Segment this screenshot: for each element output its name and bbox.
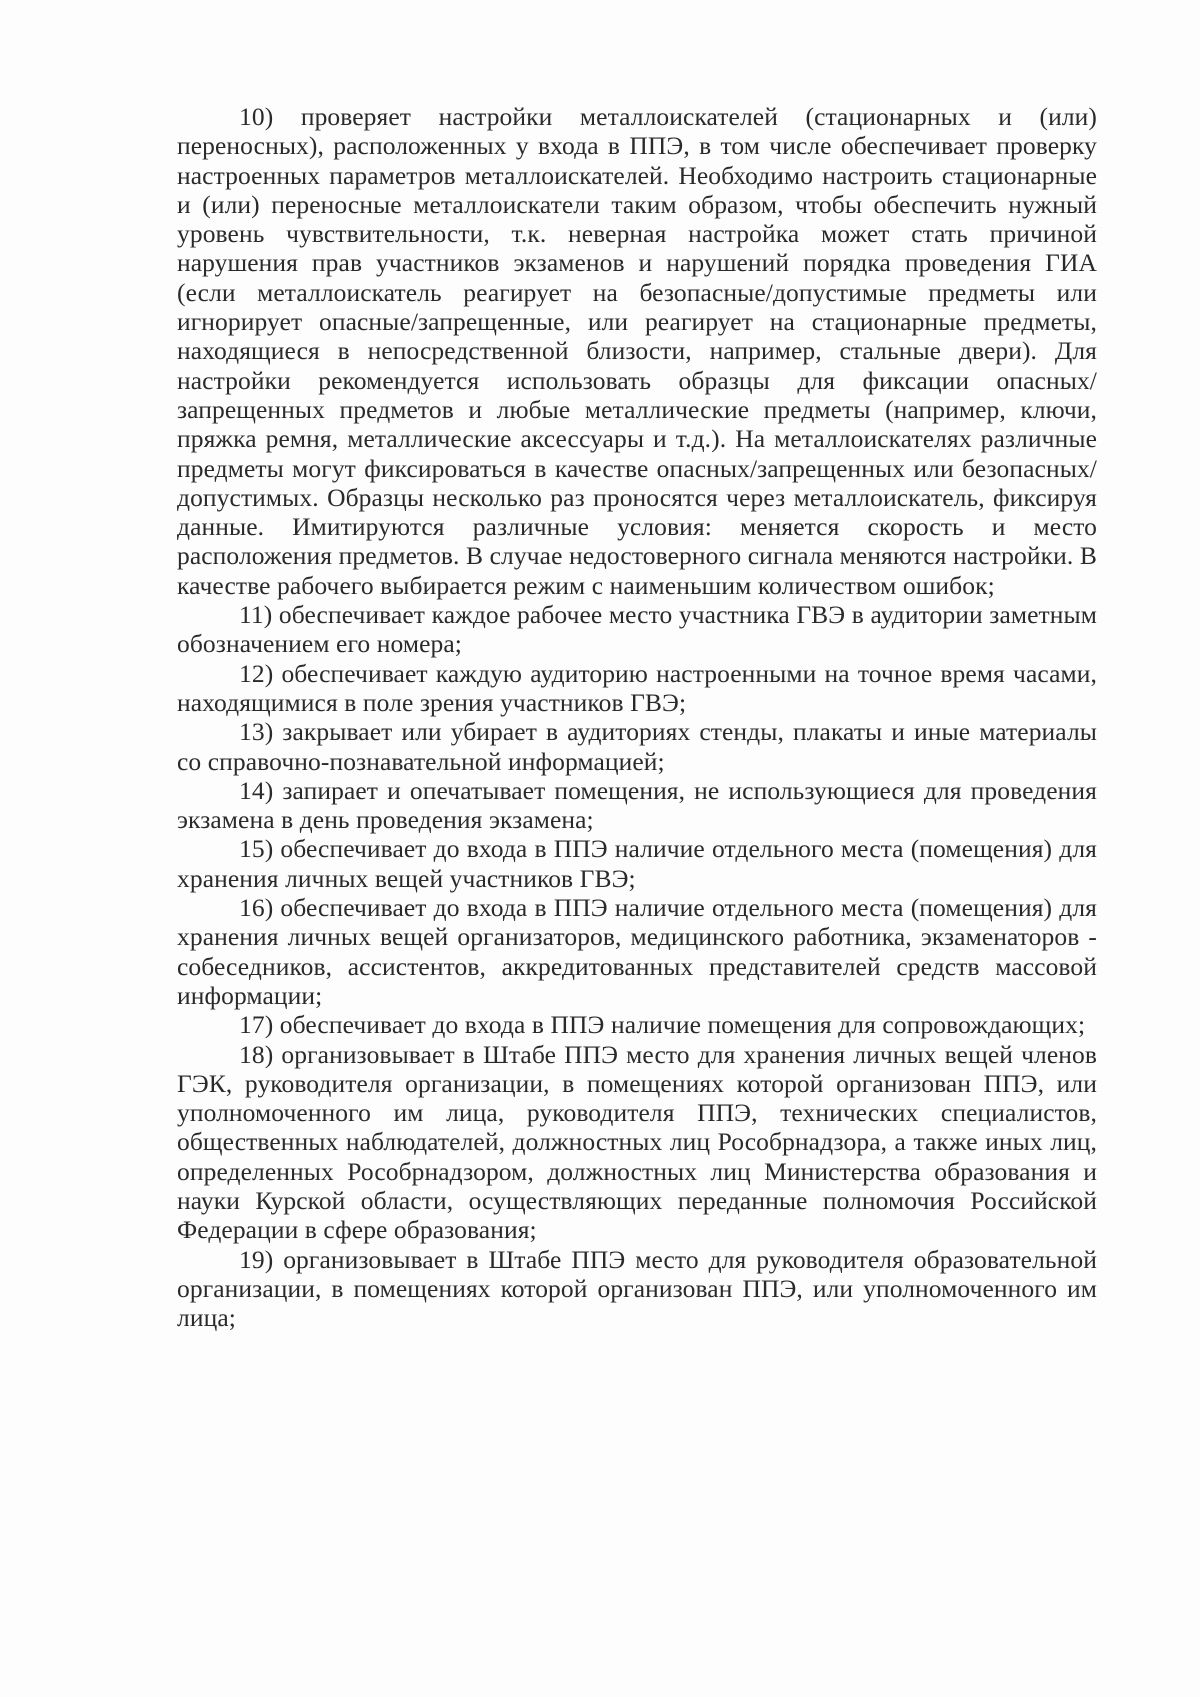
list-item-13: 13) закрывает или убирает в аудиториях стенды, плакаты и иные материалы со справочно-познавательной информацией; bbox=[177, 717, 1097, 776]
list-item-14: 14) запирает и опечатывает помещения, не использующиеся для проведения экзамена в день проведения экзамена; bbox=[177, 775, 1097, 835]
list-item-19: 19) организовывает в Штабе ППЭ место для руководителя образовательной организации, в помещениях которой организован ППЭ, или уполномоченного им лица; bbox=[177, 1244, 1097, 1333]
list-item-11: 11) обеспечивает каждое рабочее место участника ГВЭ в аудитории заметным обозначением его номера; bbox=[177, 600, 1097, 659]
list-item-10: 10) проверяет настройки металлоискателей (стационарных и (или) переносных), расположенных у входа в ППЭ, в том числе обеспечивает проверку настроенных параметров металлоискателей. Необходимо настроить стационарные и (или) переносные металлоискатели таким образом, чтобы обеспечить нужный уровень чувствительности, т.к. неверная настройка может стать причиной нарушения прав участников экзаменов и нарушений порядка проведения ГИА (если металлоискатель реагирует на безопасные/допустимые предметы или игнорирует опасные/запрещенные, или реагирует на стационарные предметы, находящиеся в непосредственной близости, например, стальные двери). Для настройки рекомендуется использовать образцы для фиксации опасных/запрещенных предметов и любые металлические предметы (например, ключи, пряжка ремня, металлические аксессуары и т.д.). На металлоискателях различные предметы могут фиксироваться в качестве опасных/запрещенных или безопасных/допустимых. Образцы несколько раз проносятся через металлоискатель, фиксируя данные. Имитируются различные условия: меняется скорость и место расположения предметов. В случае недостоверного сигнала меняются настройки. В качестве рабочего выбирается режим с наименьшим количеством ошибок; bbox=[177, 102, 1097, 600]
list-item-16: 16) обеспечивает до входа в ППЭ наличие отдельного места (помещения) для хранения личных вещей организаторов, медицинского работника, экзаменаторов - собеседников, ассистентов, аккредитованных представителей средств массовой информации; bbox=[177, 893, 1097, 1010]
document-body bbox=[177, 102, 1097, 1332]
list-item-12: 12) обеспечивает каждую аудиторию настроенными на точное время часами, находящимися в поле зрения участников ГВЭ; bbox=[177, 658, 1097, 717]
list-item-18: 18) организовывает в Штабе ППЭ место для хранения личных вещей членов ГЭК, руководителя организации, в помещениях которой организован ППЭ, или уполномоченного им лица, руководителя ППЭ, технических специалистов, общественных наблюдателей, должностных лиц Рособрнадзора, а также иных лиц, определенных Рособрнадзором, должностных лиц Министерства образования и науки Курской области, осуществляющих переданные полномочия Российской Федерации в сфере образования; bbox=[177, 1039, 1097, 1245]
list-item-17: 17) обеспечивает до входа в ППЭ наличие помещения для сопровождающих; bbox=[239, 1010, 1086, 1040]
list-item-15: 15) обеспечивает до входа в ППЭ наличие отдельного места (помещения) для хранения личных вещей участников ГВЭ; bbox=[177, 834, 1097, 893]
